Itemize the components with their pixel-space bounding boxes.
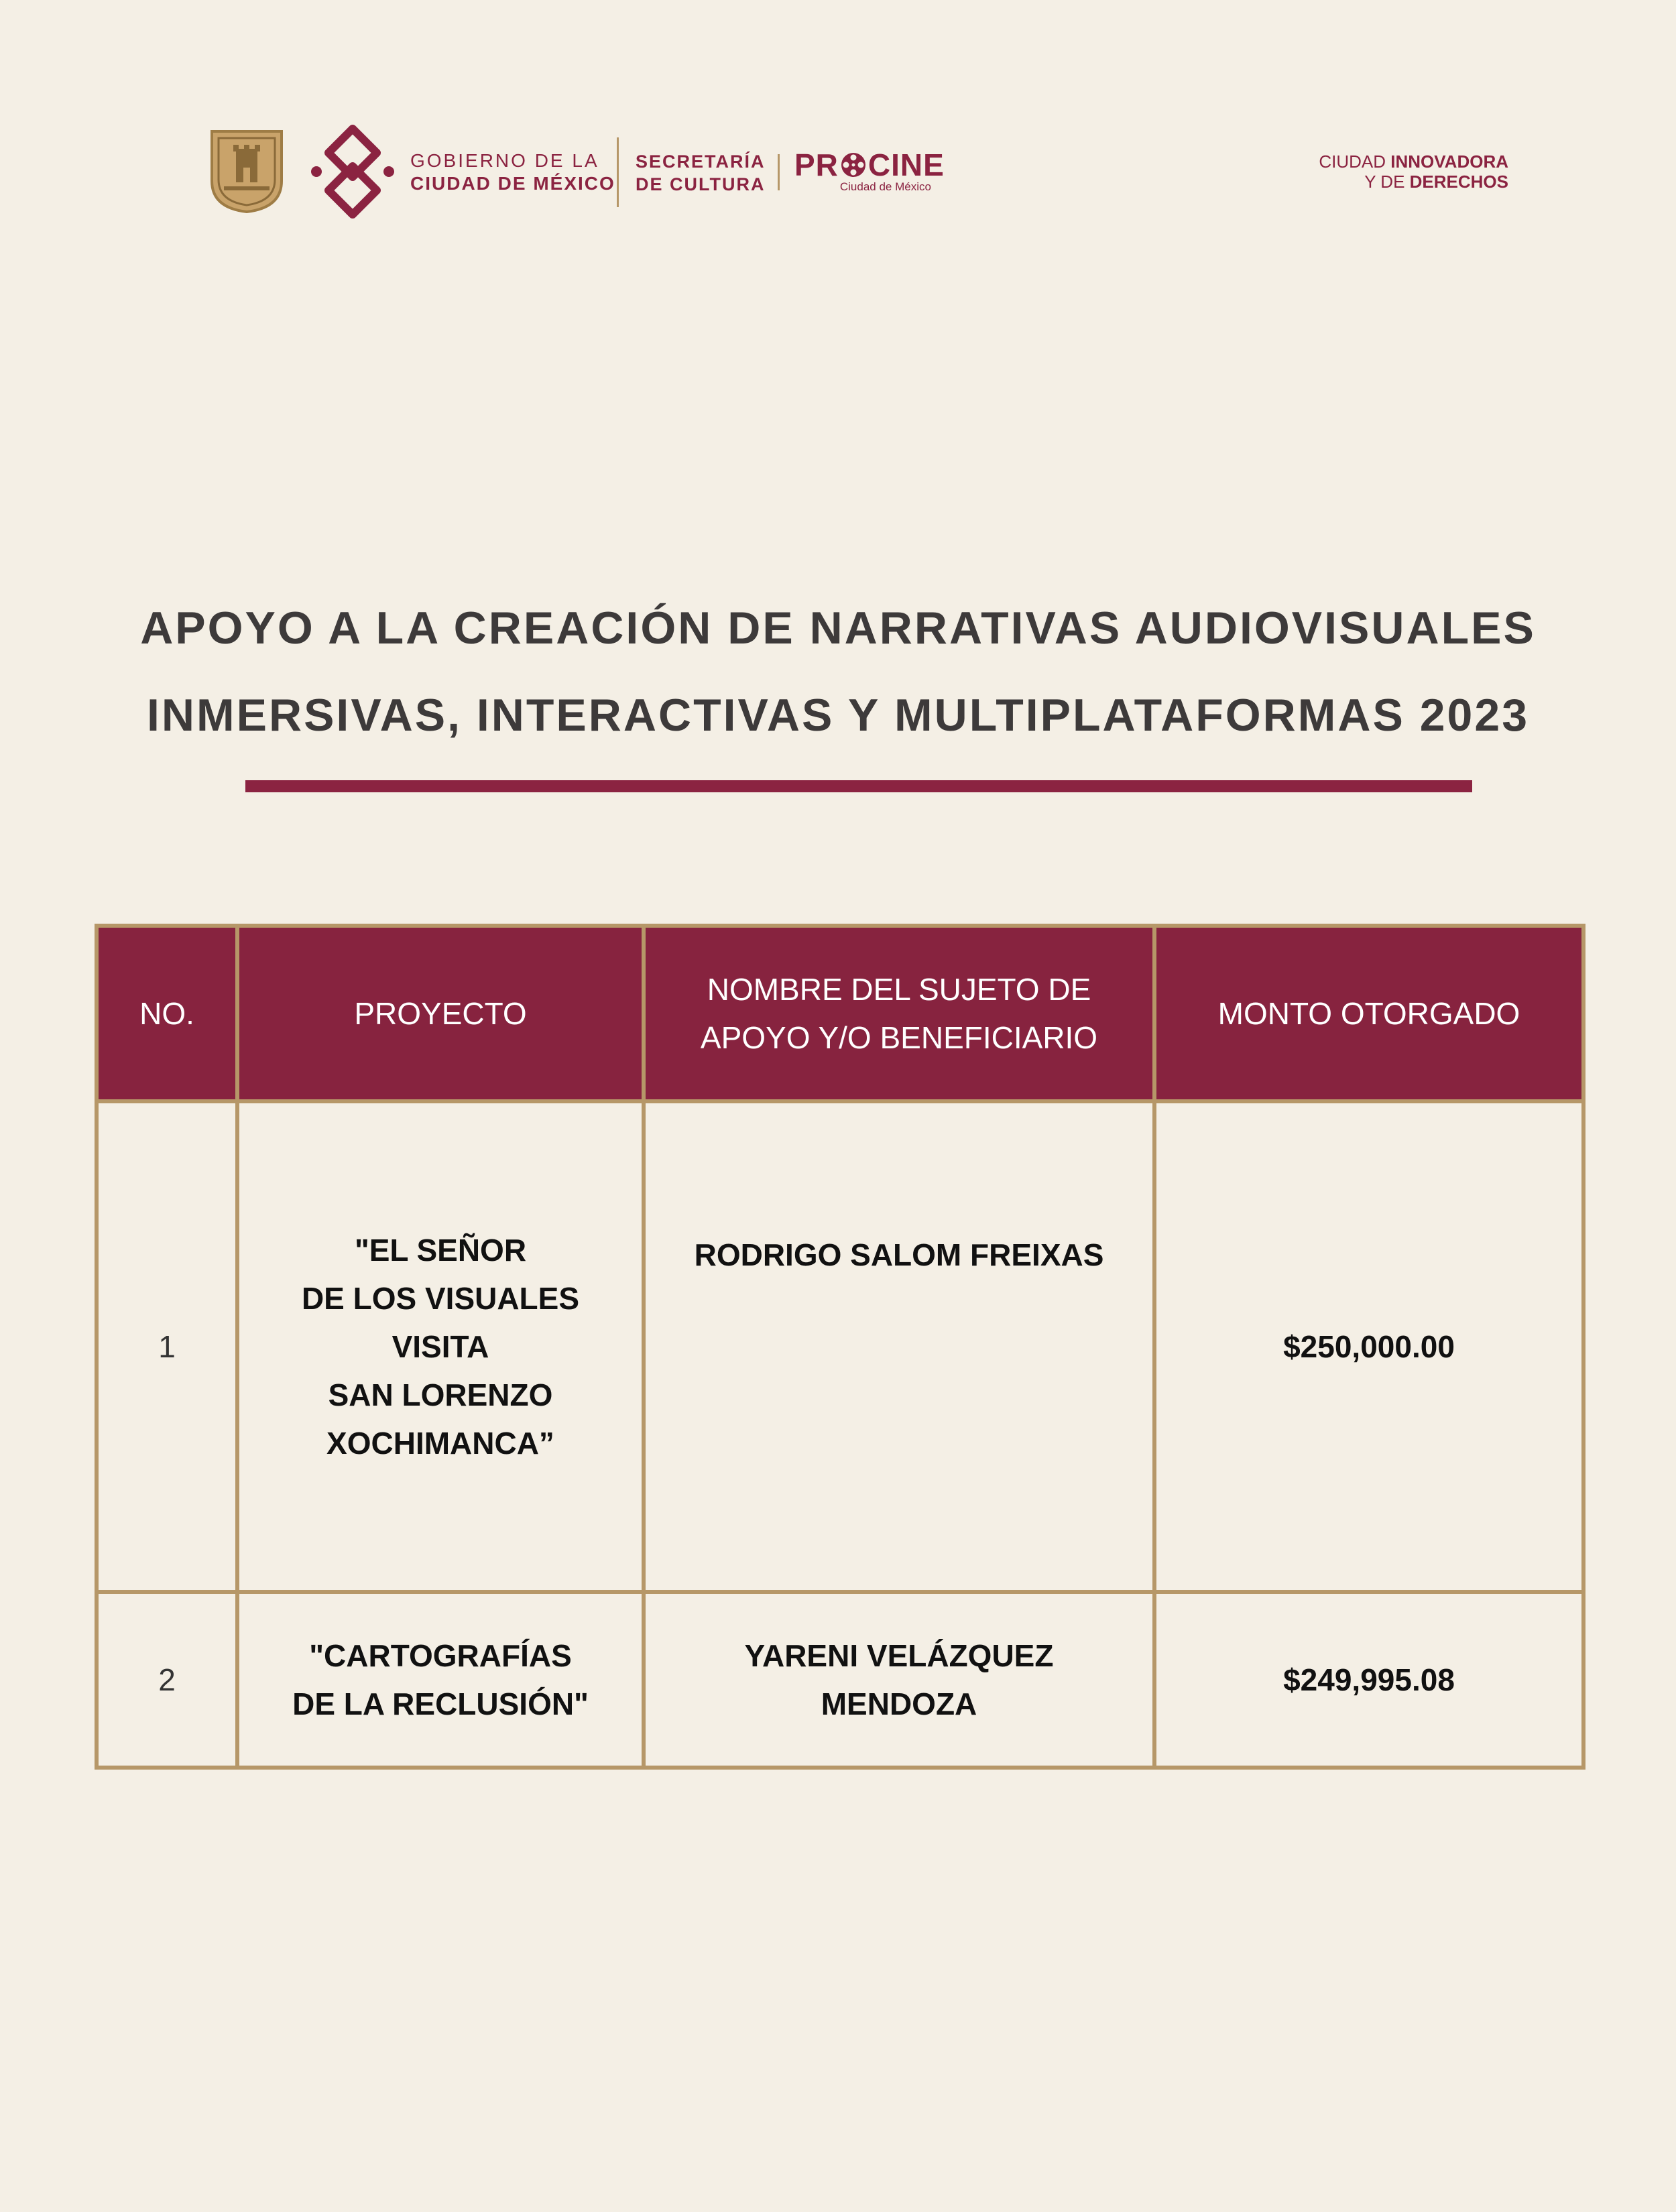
cdmx-logo-icon xyxy=(310,121,396,223)
table-row xyxy=(97,1101,1583,1592)
table-header-row xyxy=(97,926,1583,1101)
cell-no: 2 xyxy=(97,1592,237,1768)
grants-table xyxy=(95,924,1585,1770)
title-line-1: APOYO A LA CREACIÓN DE NARRATIVAS AUDIOVISUALES xyxy=(140,603,1536,654)
cell-nombre: RODRIGO SALOM FREIXAS xyxy=(644,1101,1154,1592)
secretaria-cultura-label: SECRETARÍA DE CULTURA xyxy=(636,151,766,194)
table-row xyxy=(97,1592,1583,1768)
cell-monto: $250,000.00 xyxy=(1154,1101,1583,1592)
gobierno-cdmx-label: GOBIERNO DE LA CIUDAD DE MÉXICO xyxy=(410,150,615,194)
cell-proyecto: "CARTOGRAFÍAS DE LA RECLUSIÓN" xyxy=(237,1592,644,1768)
procine-logo xyxy=(794,149,945,193)
film-reel-icon xyxy=(840,151,867,178)
cell-nombre: YARENI VELÁZQUEZ MENDOZA xyxy=(644,1592,1154,1768)
title-line-2: INMERSIVAS, INTERACTIVAS Y MULTIPLATAFORMAS 2023 xyxy=(146,690,1530,741)
procine-text-left: PR xyxy=(794,147,839,182)
cdmx-coat-of-arms-icon xyxy=(209,129,284,214)
procine-text-right: CINE xyxy=(867,147,945,182)
title-underline xyxy=(245,780,1472,792)
procine-subtitle: Ciudad de México xyxy=(839,180,931,193)
column-header-no: NO. xyxy=(97,926,237,1101)
ciudad-innovadora-slogan: CIUDAD INNOVADORA Y DE DERECHOS xyxy=(1319,151,1508,192)
cell-proyecto: "EL SEÑOR DE LOS VISUALES VISITA SAN LORENZO XOCHIMANCA” xyxy=(237,1101,644,1592)
column-header-monto: MONTO OTORGADO xyxy=(1154,926,1583,1101)
column-header-proyecto: PROYECTO xyxy=(237,926,644,1101)
cell-no: 1 xyxy=(97,1101,237,1592)
cell-monto: $249,995.08 xyxy=(1154,1592,1583,1768)
page-header xyxy=(0,0,1676,268)
column-header-nombre: NOMBRE DEL SUJETO DE APOYO Y/O BENEFICIARIO xyxy=(644,926,1154,1101)
header-divider xyxy=(778,154,780,190)
page-title xyxy=(101,585,1575,759)
header-divider xyxy=(617,137,619,207)
